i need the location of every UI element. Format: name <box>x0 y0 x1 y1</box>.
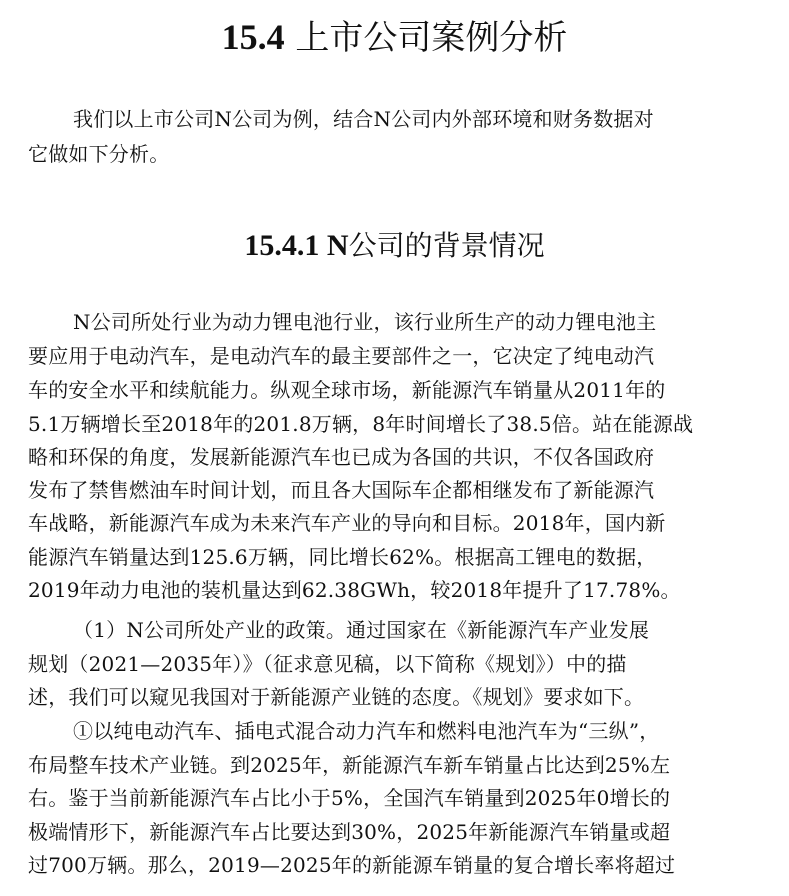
subsection-title: 公司的背景情况 <box>348 229 545 262</box>
intro-line: 我们以上市公司N公司为例，结合N公司内外部环境和财务数据对 <box>73 107 654 131</box>
paragraph-line: 右。鉴于当前新能源汽车占比小于5%，全国汽车销量到2025年0增长的 <box>28 786 671 810</box>
subsection-number: 15.4.1 N <box>244 229 349 262</box>
paragraph-line: 车的安全水平和续航能力。纵观全球市场，新能源汽车销量从2011年的 <box>28 378 666 402</box>
paragraph-line: 要应用于电动汽车，是电动汽车的最主要部件之一，它决定了纯电动汽 <box>28 344 655 368</box>
paragraph-line: 能源汽车销量达到125.6万辆，同比增长62%。根据高工锂电的数据， <box>28 545 657 569</box>
paragraph-line: 布局整车技术产业链。到2025年，新能源汽车新车销量占比达到25%左 <box>28 753 671 777</box>
paragraph-line: 规划（2021—2035年）》（征求意见稿，以下简称《规划》）中的描 <box>28 652 627 676</box>
paragraph-line: ①以纯电动汽车、插电式混合动力汽车和燃料电池汽车为“三纵”， <box>73 719 660 743</box>
section-number: 15.4 <box>221 17 285 57</box>
section-heading <box>0 14 789 61</box>
intro-line: 它做如下分析。 <box>28 142 170 166</box>
paragraph-line: 略和环保的角度，发展新能源汽车也已成为各国的共识，不仅各国政府 <box>28 445 655 469</box>
paragraph-line: 极端情形下，新能源汽车占比要达到30%，2025年新能源汽车销量或超 <box>28 820 671 844</box>
paragraph-line: 5.1万辆增长至2018年的201.8万辆，8年时间增长了38.5倍。站在能源战 <box>28 412 694 436</box>
section-title: 上市公司案例分析 <box>295 18 568 58</box>
paragraph-line: N公司所处行业为动力锂电池行业，该行业所生产的动力锂电池主 <box>73 310 657 334</box>
paragraph-line: 2019年动力电池的装机量达到62.38GWh，较2018年提升了17.78%。 <box>28 578 681 602</box>
paragraph-line: 车战略，新能源汽车成为未来汽车产业的导向和目标。2018年，国内新 <box>28 511 666 535</box>
paragraph-line: 过700万辆。那么，2019—2025年的新能源车销量的复合增长率将超过 <box>28 853 676 877</box>
subsection-heading <box>0 226 789 266</box>
paragraph-line: 述，我们可以窥见我国对于新能源产业链的态度。《规划》要求如下。 <box>28 685 645 709</box>
paragraph-line: （1）N公司所处产业的政策。通过国家在《新能源汽车产业发展 <box>73 618 650 642</box>
paragraph-line: 发布了禁售燃油车时间计划，而且各大国际车企都相继发布了新能源汽 <box>28 478 655 502</box>
